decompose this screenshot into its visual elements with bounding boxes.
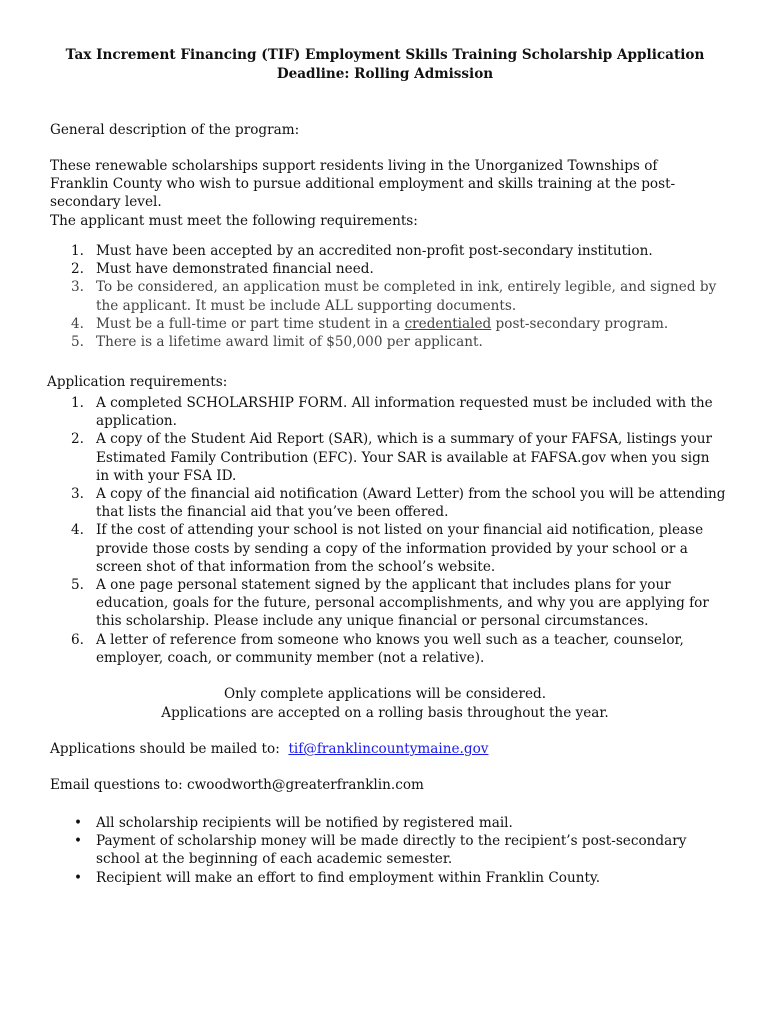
list-text: A one page personal statement signed by the applicant that includes plans for your education, goals for the future, personal accomplishments, and why you are applying for this scholarship. Please include any unique financial or personal circumstances.	[96, 577, 709, 630]
list-item	[50, 631, 726, 667]
list-text: A copy of the financial aid notification (Award Letter) from the school you will be attending that lists the financial aid that you’ve been offered.	[96, 486, 726, 521]
list-item	[50, 576, 726, 631]
bullet-marker: •	[74, 815, 83, 831]
requirements-list	[50, 242, 726, 351]
list-number: 1.	[71, 243, 84, 259]
mail-label: Applications should be mailed to:	[50, 741, 280, 757]
bullet-marker: •	[74, 833, 83, 850]
bullet-marker: •	[74, 869, 83, 886]
list-number: 3.	[71, 486, 84, 503]
mail-email-link[interactable]: tif@franklincountymaine.gov	[288, 741, 489, 757]
list-text-before: Must be a full-time or part time student in a	[96, 315, 405, 332]
notice-line-1: Only complete applications will be considered.	[223, 686, 547, 702]
list-text: To be considered, an application must be completed in ink, entirely legible, and signed by the applicant. It must be include ALL supporting documents.	[96, 279, 717, 314]
list-text-underlined: credentialed	[404, 315, 492, 332]
bullet-item	[50, 869, 726, 887]
list-number: 5.	[71, 334, 84, 351]
list-number: 4.	[71, 522, 84, 539]
list-item	[50, 278, 726, 314]
document-title	[40, 46, 730, 83]
list-text: A copy of the Student Aid Report (SAR), which is a summary of your FAFSA, listings your Estimated Family Contribution (EFC). Your SAR is available at FAFSA.gov when you sign in with your FSA ID.	[96, 431, 713, 484]
requirements-heading: The applicant must meet the following requirements:	[50, 213, 418, 229]
bullet-text: All scholarship recipients will be notified by registered mail.	[96, 815, 513, 831]
list-text: If the cost of attending your school is not listed on your financial aid notification, please provide those costs by sending a copy of the information provided by your school or a screen shot of that information from the school’s website.	[96, 522, 704, 575]
list-number: 4.	[71, 315, 84, 332]
list-item	[50, 333, 726, 351]
notice-line-2: Applications are accepted on a rolling basis throughout the year.	[161, 705, 609, 721]
list-item	[50, 315, 726, 333]
bullet-item	[50, 832, 726, 868]
list-text: Must have demonstrated financial need.	[96, 261, 374, 278]
list-item	[50, 485, 726, 521]
bullet-text: Recipient will make an effort to find employment within Franklin County.	[96, 869, 601, 886]
list-item	[50, 242, 726, 260]
list-number: 3.	[71, 279, 84, 296]
list-number: 1.	[71, 395, 84, 411]
list-item	[50, 521, 726, 576]
bullet-item	[50, 814, 726, 832]
email-questions: Email questions to: cwoodworth@greaterfranklin.com	[50, 777, 424, 793]
list-text: There is a lifetime award limit of $50,000 per applicant.	[96, 334, 483, 351]
recipient-bullets	[50, 814, 726, 887]
list-text: Must have been accepted by an accredited non-profit post-secondary institution.	[96, 243, 653, 259]
general-description: These renewable scholarships support residents living in the Unorganized Townships of Franklin County who wish to pursue additional employment and skills training at the post-secondary level.	[50, 158, 676, 211]
list-item	[50, 394, 726, 430]
list-text-after: post-secondary program.	[491, 315, 669, 332]
list-number: 2.	[71, 261, 84, 278]
list-item	[50, 430, 726, 485]
mail-instructions	[50, 740, 720, 758]
list-number: 6.	[71, 631, 84, 648]
list-number: 2.	[71, 431, 84, 448]
general-heading: General description of the program:	[50, 122, 300, 138]
application-heading: Application requirements:	[47, 374, 228, 390]
bullet-text: Payment of scholarship money will be made directly to the recipient’s post-secondary school at the beginning of each academic semester.	[96, 833, 687, 868]
title-line-2: Deadline: Rolling Admission	[276, 65, 494, 82]
application-list	[50, 394, 726, 667]
title-line-1: Tax Increment Financing (TIF) Employment Skills Training Scholarship Application	[65, 47, 705, 63]
list-text: A completed SCHOLARSHIP FORM. All information requested must be included with the application.	[96, 395, 713, 430]
list-number: 5.	[71, 577, 84, 594]
list-text: A letter of reference from someone who knows you well such as a teacher, counselor, employer, coach, or community member (not a relative).	[96, 631, 684, 666]
list-item	[50, 260, 726, 278]
